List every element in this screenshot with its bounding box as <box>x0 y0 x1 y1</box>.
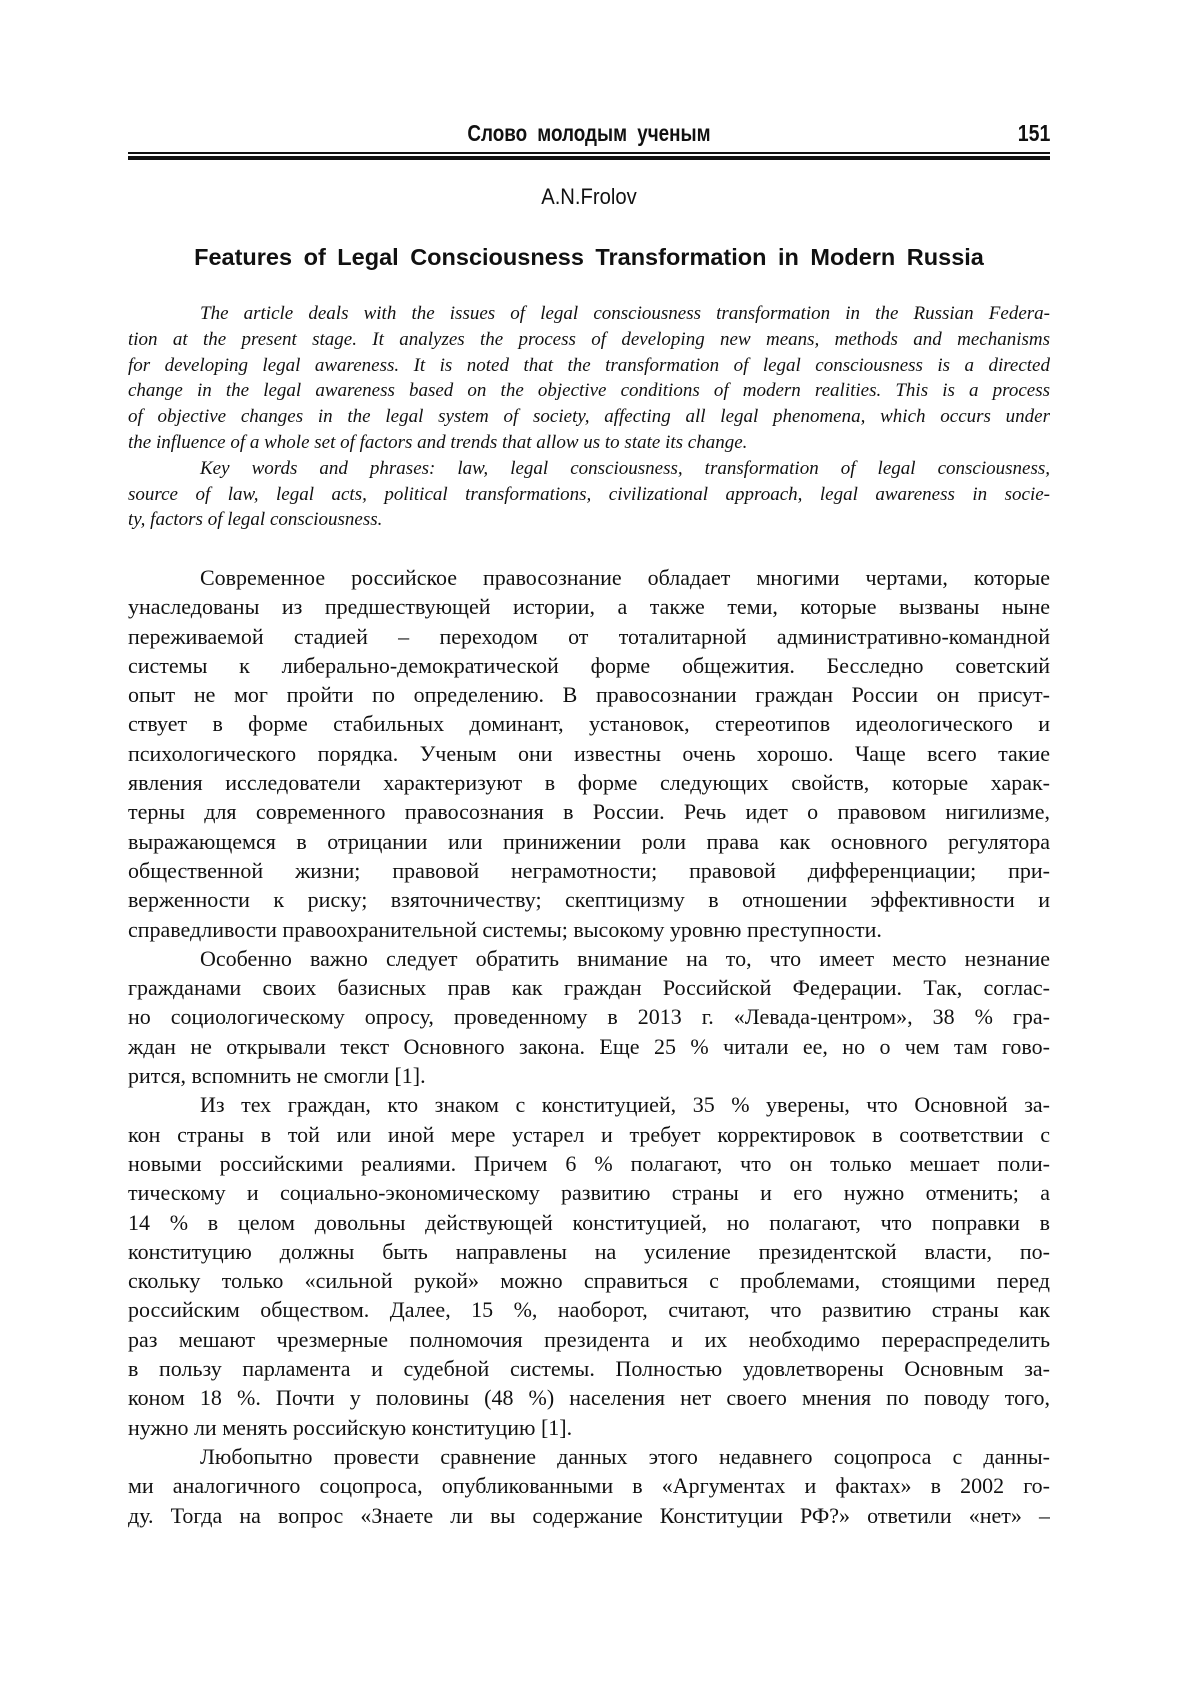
body-line: 14 % в целом довольны действующей конституцией, но полагают, что поправки в <box>128 1209 1050 1235</box>
article-title: Features of Legal Consciousness Transformation in Modern Russia <box>194 244 984 270</box>
abstract-line: The article deals with the issues of legal consciousness transformation in the Russian Federa- <box>200 303 1050 324</box>
abstract-line: source of law, legal acts, political transformations, civilizational approach, legal awareness in socie- <box>128 483 1050 505</box>
body-line: но социологическому опросу, проведенному в 2013 г. «Левада-центром», 38 % гра- <box>128 1004 1050 1030</box>
body-line: скольку только «сильной рукой» можно справиться с проблемами, стоящими перед <box>128 1268 1050 1294</box>
body-line: Современное российское правосознание обладает многими чертами, которые <box>200 565 1050 590</box>
author-name: A.N.Frolov <box>541 184 637 209</box>
abstract-line: change in the legal awareness based on the objective conditions of modern realities. This is a process <box>128 380 1050 402</box>
page-number: 151 <box>1017 120 1050 146</box>
body-line: психологического порядка. Ученым они известны очень хорошо. Чаще всего такие <box>128 740 1050 766</box>
body-line: в пользу парламента и судебной системы. Полностью удовлетворены Основным за- <box>128 1356 1050 1382</box>
body-line: переживаемой стадией – переходом от тоталитарной административно-командной <box>128 623 1050 649</box>
body-line: Особенно важно следует обратить внимание на то, что имеет место незнание <box>200 945 1050 971</box>
body-line: опыт не мог пройти по определению. В правосознании граждан России он присут- <box>128 682 1050 708</box>
abstract-line: of objective changes in the legal system of society, affecting all legal phenomena, which occurs under <box>128 406 1050 428</box>
article-body <box>128 563 1050 1530</box>
body-line: выражающемся в отрицании или принижении роли права как основного регулятора <box>128 828 1050 854</box>
body-line: Из тех граждан, кто знаком с конституцией, 35 % уверены, что Основной за- <box>200 1092 1050 1118</box>
header-rule-thin <box>128 152 1050 154</box>
header-rule-thick <box>128 156 1050 160</box>
abstract <box>128 301 1050 533</box>
body-line: ми аналогичного соцопроса, опубликованными в «Аргументах и фактах» в 2002 го- <box>128 1473 1050 1499</box>
body-line: общественной жизни; правовой неграмотности; правовой дифференциации; при- <box>128 857 1050 883</box>
body-line: рится, вспомнить не смогли [1]. <box>128 1063 426 1089</box>
body-line: верженности к риску; взяточничеству; скептицизму в отношении эффективности и <box>128 887 1050 913</box>
body-line: терны для современного правосознания в России. Речь идет о правовом нигилизме, <box>128 799 1050 825</box>
body-line: коном 18 %. Почти у половины (48 %) населения нет своего мнения по поводу того, <box>128 1385 1050 1411</box>
body-line: ду. Тогда на вопрос «Знаете ли вы содержание Конституции РФ?» ответили «нет» – <box>128 1502 1050 1528</box>
body-line: кон страны в той или иной мере устарел и требует корректировок в соответствии с <box>128 1121 1050 1147</box>
body-line: раз мешают чрезмерные полномочия президента и их необходимо перераспределить <box>128 1326 1050 1352</box>
body-line: конституцию должны быть направлены на усиление президентской власти, по- <box>128 1238 1050 1264</box>
abstract-line: for developing legal awareness. It is noted that the transformation of legal consciousness is a directed <box>128 354 1050 376</box>
abstract-line: tion at the present stage. It analyzes the process of developing new means, methods and mechanisms <box>128 328 1050 350</box>
body-line: ствует в форме стабильных доминант, установок, стереотипов идеологического и <box>128 711 1050 737</box>
running-header <box>128 120 1050 150</box>
body-line: российским обществом. Далее, 15 %, наоборот, считают, что развитию страны как <box>128 1297 1050 1323</box>
body-line: нужно ли менять российскую конституцию [1]. <box>128 1414 573 1440</box>
abstract-line: the influence of a whole set of factors and trends that allow us to state its change. <box>128 431 748 453</box>
section-title: Слово молодым ученым <box>467 120 711 146</box>
body-line: явления исследователи характеризуют в форме следующих свойств, которые харак- <box>128 770 1050 796</box>
body-line: тическому и социально-экономическому развитию страны и его нужно отменить; а <box>128 1180 1050 1206</box>
body-line: ждан не открывали текст Основного закона. Еще 25 % читали ее, но о чем там гово- <box>128 1033 1050 1059</box>
body-line: унаследованы из предшествующей истории, а также теми, которые вызваны ныне <box>128 594 1050 620</box>
body-line: гражданами своих базисных прав как граждан Российской Федерации. Так, соглас- <box>128 975 1050 1001</box>
body-line: Любопытно провести сравнение данных этого недавнего соцопроса с данны- <box>200 1443 1050 1469</box>
abstract-line: ty, factors of legal consciousness. <box>128 509 383 531</box>
body-line: справедливости правоохранительной системы; высокому уровню преступности. <box>128 916 882 942</box>
abstract-line: Key words and phrases: law, legal consciousness, transformation of legal consciousness, <box>200 457 1050 479</box>
body-line: системы к либерально-демократической форме общежития. Бесследно советский <box>128 652 1050 678</box>
body-line: новыми российскими реалиями. Причем 6 % полагают, что он только мешает поли- <box>128 1150 1050 1176</box>
